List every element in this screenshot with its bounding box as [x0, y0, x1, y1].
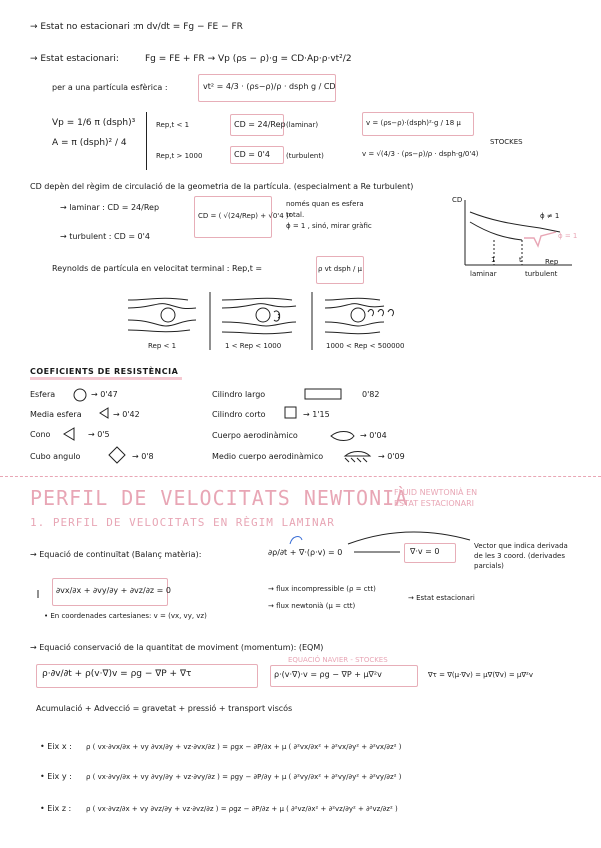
particle-area: A = π (dsph)² / 4 [52, 138, 127, 148]
reynolds-equation: ρ vt dsph / μ [318, 265, 363, 273]
coef-esfera: Esfera [30, 390, 56, 399]
flow-3-label: 1000 < Rep < 500000 [326, 342, 405, 350]
cd-note-3: ϕ = 1 , sinó, mirar gràfic [286, 222, 372, 230]
tau-equation: ∇τ = ∇(μ·∇v) = μ∇(∇v) = μ∇²v [428, 671, 533, 679]
continuity-label: → Equació de continuïtat (Balanç matèria): [30, 550, 202, 559]
eix-y-equation: ρ ( vx·∂vy/∂x + vy ∂vy/∂y + vz·∂vy/∂z ) = ρgy − ∂P/∂y + μ ( ∂²vy/∂x² + ∂²vy/∂y² + ∂²vy/∂z² ) [86, 773, 402, 781]
vector-note-3: parcials) [474, 562, 504, 570]
coef-cilindro-corto: Cilindro corto [212, 410, 266, 419]
cd-note-1: només quan es esfera [286, 200, 364, 208]
coords-note: • En coordenades cartesianes: v = (vx, vy, vz) [44, 612, 207, 620]
steady-state-note: → Estat estacionari [408, 594, 475, 602]
side-note-2: ESTAT ESTACIONARI [394, 499, 475, 508]
section-subtitle: 1. PERFIL DE VELOCITATS EN RÈGIM LAMINAR [30, 516, 335, 529]
stationary-equation: Fg = FE + FR → Vp (ρs − ρ)·g = CD·Ap·ρ·vt²/2 [145, 54, 352, 64]
side-note-1: FLUID NEWTONIÀ EN [394, 488, 478, 497]
coef-medio-cuerpo-value: → 0'09 [378, 452, 405, 461]
newtonian-note: → flux newtonià (μ = ctt) [268, 602, 356, 610]
continuity-equation: ∂ρ/∂t + ∇·(ρ·v) = 0 [268, 548, 343, 557]
laminar-velocity: v = (ρs−ρ)·(dsph)²·g / 18 μ [366, 119, 461, 127]
cd-combined: CD = ( √(24/Rep) + √0'4 )² [198, 212, 292, 220]
coef-cilindro-largo-value: 0'82 [362, 390, 380, 399]
turbulent-condition: Rep,t > 1000 [156, 152, 203, 160]
eix-y-label: • Eix y : [40, 772, 72, 781]
coef-cuerpo-value: → 0'04 [360, 431, 387, 440]
vector-note-2: de les 3 coord. (derivades [474, 552, 565, 560]
vector-note-1: Vector que indica derivada [474, 542, 568, 550]
divergence-equation: ∂vx/∂x + ∂vy/∂y + ∂vz/∂z = 0 [56, 586, 171, 595]
coef-medio-cuerpo: Medio cuerpo aerodinàmico [212, 452, 324, 461]
graph-phi-not-one: ϕ ≠ 1 [540, 212, 560, 220]
incompressible-note: → flux incompressible (ρ = ctt) [268, 585, 376, 593]
turbulent-cd: CD = 0'4 [234, 150, 270, 159]
eix-z-equation: ρ ( vx·∂vz/∂x + vy ∂vz/∂y + vz·∂vz/∂z ) = ρgz − ∂P/∂z + μ ( ∂²vz/∂x² + ∂²vz/∂y² + ∂²vz/∂z² ) [86, 805, 398, 813]
stokes-label: STOCKES [490, 138, 523, 146]
laminar-cd: CD = 24/Rep [234, 120, 286, 129]
continuity-result: ∇·v = 0 [410, 547, 440, 556]
coef-cubo: Cubo angulo [30, 452, 81, 461]
eix-z-label: • Eix z : [40, 804, 72, 813]
eix-x-equation: ρ ( vx·∂vx/∂x + vy ∂vx/∂y + vz·∂vx/∂z ) = ρgx − ∂P/∂x + μ ( ∂²vx/∂x² + ∂²vx/∂y² + ∂²vx/∂z² ) [86, 743, 402, 751]
laminar-tag: (laminar) [286, 121, 319, 129]
cd-turbulent: → turbulent : CD = 0'4 [60, 232, 150, 241]
cd-note-2: total. [286, 211, 305, 219]
navier-stokes-tag: EQUACIÓ NAVIER - STOCKES [288, 656, 388, 664]
turbulent-velocity: v = √(4/3 · (ρs−ρ)/ρ · dsph·g/0'4) [362, 150, 479, 158]
coef-cubo-value: → 0'8 [132, 452, 154, 461]
section-title: PERFIL DE VELOCITATS NEWTONIÀ [30, 486, 409, 510]
coef-cuerpo: Cuerpo aerodinàmico [212, 431, 298, 440]
coef-cono: Cono [30, 430, 51, 439]
momentum-label: → Equació conservació de la quantitat de moviment (momentum): (EQM) [30, 643, 324, 652]
flow-1-label: Rep < 1 [148, 342, 177, 350]
coef-media-esfera: Media esfera [30, 410, 82, 419]
coef-esfera-value: → 0'47 [91, 390, 118, 399]
graph-laminar: laminar [470, 270, 497, 278]
terminal-velocity-equation: vt² = 4/3 · (ρs−ρ)/ρ · dsph g / CD [203, 82, 336, 91]
stationary-label: → Estat estacionari: [30, 54, 119, 64]
graph-tick-t: t [519, 256, 522, 264]
particle-volume: Vp = 1/6 π (dsph)³ [52, 118, 136, 128]
cd-heading: CD depèn del règim de circulació de la geometria de la partícula. (especialment a Re turbulent) [30, 182, 414, 191]
coef-media-esfera-value: → 0'42 [113, 410, 140, 419]
graph-y-label: CD [452, 196, 463, 204]
coef-heading: COEFICIENTS DE RESISTÈNCIA [30, 367, 179, 376]
laminar-condition: Rep,t < 1 [156, 121, 190, 129]
coef-cilindro-corto-value: → 1'15 [303, 410, 330, 419]
graph-phi-one: ϕ = 1 [558, 232, 578, 240]
non-stationary-equation: m dv/dt = Fg − FE − FR [135, 22, 243, 32]
coef-cono-value: → 0'5 [88, 430, 110, 439]
flow-2-label: 1 < Rep < 1000 [225, 342, 282, 350]
graph-tick-1: 1 [491, 256, 496, 264]
coef-cilindro-largo: Cilindro largo [212, 390, 266, 399]
reynolds-label: Reynolds de partícula en velocitat terminal : Rep,t = [52, 264, 263, 273]
eix-x-label: • Eix x : [40, 742, 72, 751]
graph-turbulent: turbulent [525, 270, 558, 278]
sphere-label: per a una partícula esfèrica : [52, 83, 168, 92]
non-stationary-label: → Estat no estacionari : [30, 22, 136, 32]
graph-x-label: Rep [545, 258, 559, 266]
turbulent-tag: (turbulent) [286, 152, 324, 160]
navier-stokes-equation: ρ·(v·∇)·v = ρg − ∇P + μ∇²v [274, 670, 382, 679]
cd-laminar: → laminar : CD = 24/Rep [60, 203, 160, 212]
terms-line: Acumulació + Advecció = gravetat + pressió + transport viscós [36, 704, 293, 713]
momentum-equation: ρ·∂v/∂t + ρ(v·∇)v = ρg − ∇P + ∇τ [42, 669, 192, 679]
